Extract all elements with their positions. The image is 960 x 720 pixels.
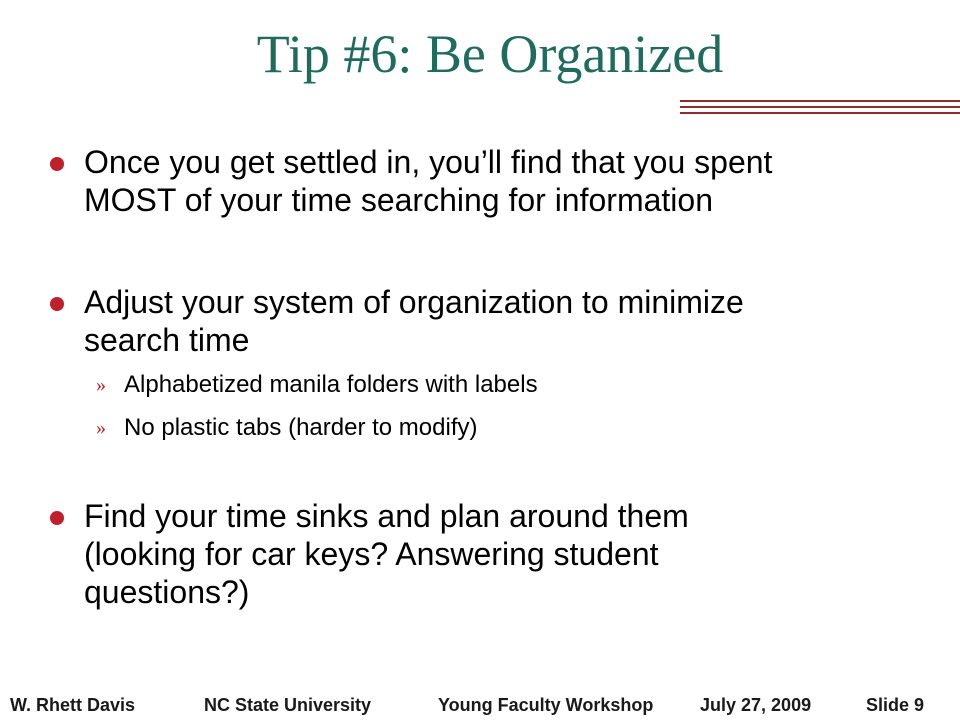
sub-bullet-marker-icon: » (96, 417, 106, 439)
slide-title: Tip #6: Be Organized (256, 24, 724, 84)
bullet-dot-icon (50, 297, 64, 311)
slide-footer (0, 690, 960, 720)
bullet-line: search time (84, 322, 250, 358)
footer-institution: NC State University (204, 695, 372, 715)
bullet-line: (looking for car keys? Answering student (84, 536, 659, 572)
bullet-line: Once you get settled in, you’ll find that you spent (84, 144, 773, 180)
bullet-line: Adjust your system of organization to minimize (84, 284, 744, 320)
rule-line (680, 100, 960, 102)
bullet-text (84, 497, 924, 611)
bullet-dot-icon (50, 157, 64, 171)
footer-date: July 27, 2009 (700, 695, 812, 715)
sub-bullet-text: Alphabetized manila folders with labels (124, 371, 538, 398)
bullet-line: MOST of your time searching for information (84, 182, 713, 218)
sub-bullet-text: No plastic tabs (harder to modify) (124, 414, 478, 441)
bullet-dot-icon (50, 511, 64, 525)
sub-bullet-marker-icon: » (96, 374, 106, 396)
bullet-line: questions?) (84, 574, 250, 610)
footer-slide-number: Slide 9 (866, 695, 925, 715)
footer-event: Young Faculty Workshop (438, 695, 654, 715)
bullet-text (84, 283, 924, 359)
rule-line (680, 112, 960, 114)
bullet-text (84, 143, 924, 219)
footer-author: W. Rhett Davis (10, 695, 136, 715)
rule-line (680, 106, 960, 108)
title-rule (680, 100, 960, 120)
bullet-line: Find your time sinks and plan around them (84, 498, 689, 534)
